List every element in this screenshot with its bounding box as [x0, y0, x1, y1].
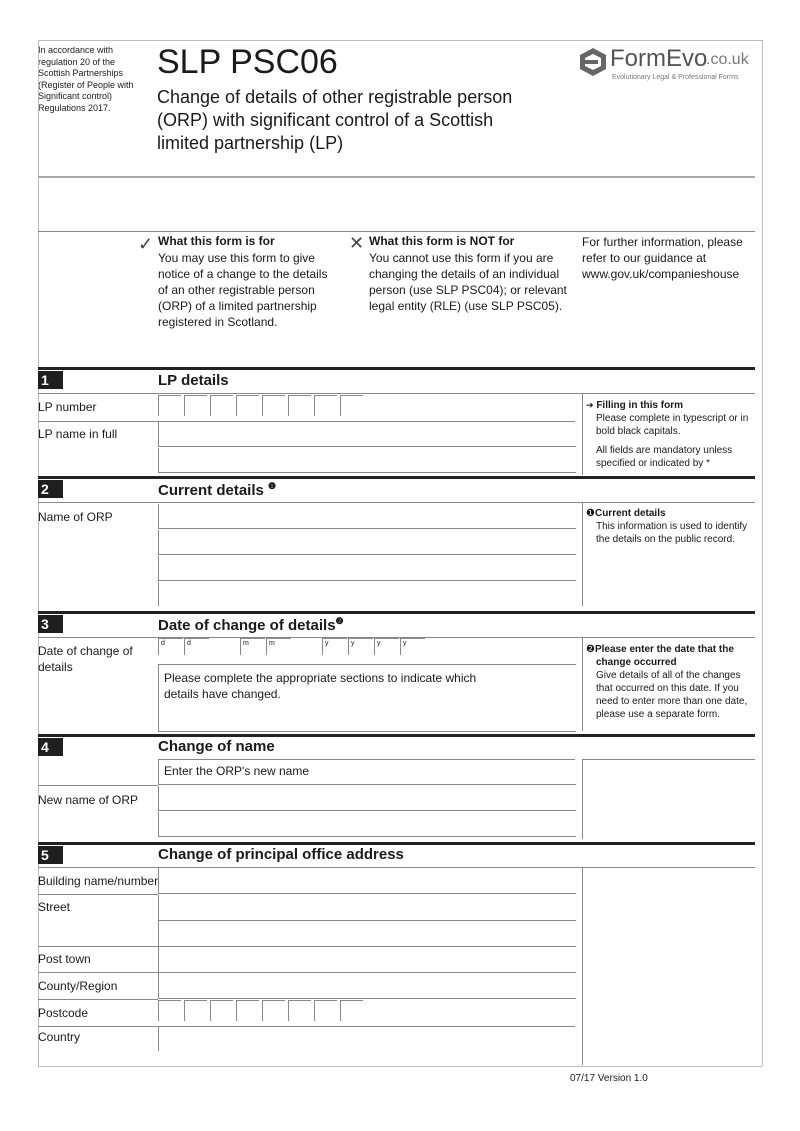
date-of-change-label: Date of change of details: [38, 644, 133, 674]
date-side-text: Give details of all of the changes that occurred on this date. If you need to enter more than one date, please use a separate form.: [596, 670, 748, 720]
checkmark-icon: ✓: [138, 234, 154, 254]
section5-title: Change of principal office address: [158, 846, 404, 863]
arrow-right-icon: ➔: [586, 400, 594, 410]
orp-name-field-3[interactable]: [158, 556, 576, 581]
section2-number: 2: [38, 480, 63, 498]
form-title: Change of details of other registrable person (ORP) with significant control of a Scottish limited partnership (LP): [157, 87, 513, 153]
version-label: 07/17 Version 1.0: [570, 1073, 648, 1084]
section5-number: 5: [38, 846, 63, 864]
header-divider: [38, 176, 755, 178]
street-field-2[interactable]: [158, 921, 576, 947]
lp-name-field-2[interactable]: [158, 448, 576, 473]
side-rule: [582, 759, 583, 839]
section3-title: [158, 616, 344, 634]
lp-name-field-1[interactable]: [158, 422, 576, 447]
row-divider: [38, 946, 158, 947]
date-box-y3[interactable]: y: [374, 638, 399, 655]
filling-text2: All fields are mandatory unless specified or indicated by *: [596, 445, 733, 469]
section5-rule: [38, 842, 755, 845]
section2-underline: [38, 502, 755, 503]
filling-title: Filling in this form: [596, 400, 683, 411]
not-for-text: You cannot use this form if you are changing the details of an individual person (use SLP PSC04); or relevant legal entity (RLE) (use SLP PSC05).: [369, 251, 567, 313]
name-of-orp-label: Name of ORP: [38, 510, 113, 524]
new-name-field-1[interactable]: [158, 786, 576, 811]
side-rule: [582, 867, 583, 1065]
side-rule: [582, 637, 583, 731]
for-title: What this form is for: [158, 234, 275, 248]
logo-brand: FormEvo: [610, 45, 708, 72]
section2-rule: [38, 476, 755, 479]
section2-title: [158, 481, 276, 499]
street-label: Street: [38, 900, 71, 914]
orp-name-field-2[interactable]: [158, 530, 576, 555]
date-box-d1[interactable]: d: [158, 638, 183, 655]
filling-side-note: [586, 399, 756, 470]
section1-number: 1: [38, 371, 63, 389]
new-name-field-2[interactable]: [158, 812, 576, 837]
section3-title-text: Date of change of details: [158, 617, 336, 634]
section4-title: Change of name: [158, 738, 275, 755]
section1-rule: [38, 367, 755, 370]
formevo-logo: [578, 45, 760, 85]
section2-title-text: Current details: [158, 482, 264, 499]
county-label: County/Region: [38, 979, 118, 993]
filling-text1: Please complete in typescript or in bold black capitals.: [596, 413, 749, 437]
note-2-icon: ❷: [586, 644, 595, 655]
logo-tagline: Evolutionary Legal & Professional Forms: [612, 74, 739, 81]
row-divider: [38, 894, 158, 895]
current-details-side-note: [586, 507, 756, 546]
regulation-note: In accordance with regulation 20 of the Scottish Partnerships (Register of People with Significant control) Regulations 2017.: [38, 45, 134, 113]
date-box-d2[interactable]: d: [184, 638, 209, 655]
building-field[interactable]: [158, 868, 576, 894]
section3-rule: [38, 611, 755, 614]
cross-icon: ✕: [349, 233, 365, 253]
section3-number: 3: [38, 615, 63, 633]
new-name-label: New name of ORP: [38, 793, 139, 807]
date-box-y1[interactable]: y: [322, 638, 347, 655]
street-field-1[interactable]: [158, 895, 576, 921]
section1-underline: [38, 393, 755, 394]
new-name-instruction: Enter the ORP's new name: [164, 764, 310, 778]
hexagon-logo-icon: [578, 47, 608, 77]
intro-divider: [38, 231, 755, 232]
current-details-side-text: This information is used to identify the details on the public record.: [596, 521, 748, 545]
post-town-field[interactable]: [158, 947, 576, 973]
section3-instruction: Please complete the appropriate sections to indicate which details have changed.: [164, 671, 477, 701]
county-field[interactable]: [158, 973, 576, 999]
lp-name-label: LP name in full: [38, 427, 118, 441]
row-divider: [38, 785, 158, 786]
date-side-title: Please enter the date that the change occurred: [594, 644, 734, 668]
note-2-icon: ❷: [335, 616, 344, 626]
section4-rule: [38, 734, 755, 737]
current-details-side-title: Current details: [594, 508, 666, 519]
date-side-note: [586, 643, 756, 721]
date-box-y4[interactable]: y: [400, 638, 425, 655]
side-rule: [582, 502, 583, 606]
section4-number: 4: [38, 738, 63, 756]
note-1-icon: ❶: [268, 481, 277, 491]
country-label: Country: [38, 1030, 81, 1044]
postcode-label: Postcode: [38, 1006, 89, 1020]
instruction-box: [158, 664, 576, 732]
logo-domain: .co.uk: [706, 51, 749, 68]
orp-name-field-4[interactable]: [158, 582, 576, 606]
side-rule: [582, 393, 583, 475]
form-code: SLP PSC06: [157, 43, 338, 81]
building-label: Building name/number: [38, 874, 159, 888]
section1-title: LP details: [158, 372, 229, 389]
date-box-m2[interactable]: m: [266, 638, 291, 655]
for-text: You may use this form to give notice of a change to the details of an other registrable person (ORP) of a limited partnership registered in Scotland.: [158, 251, 328, 329]
country-field[interactable]: [158, 1027, 576, 1051]
side-top-rule: [582, 759, 755, 760]
row-divider: [38, 999, 158, 1000]
date-box-y2[interactable]: y: [348, 638, 373, 655]
new-name-instruction-box: [158, 760, 576, 785]
top-border: [38, 40, 762, 41]
lp-number-label: LP number: [38, 400, 97, 414]
right-border: [762, 40, 763, 1066]
further-info: For further information, please refer to our guidance at www.gov.uk/companieshouse: [582, 235, 743, 281]
orp-name-field-1[interactable]: [158, 504, 576, 529]
date-box-m1[interactable]: m: [240, 638, 265, 655]
note-1-icon: ❶: [586, 508, 595, 519]
post-town-label: Post town: [38, 952, 91, 966]
row-divider: [38, 972, 158, 973]
bottom-border: [38, 1066, 762, 1067]
not-for-title: What this form is NOT for: [369, 234, 515, 248]
